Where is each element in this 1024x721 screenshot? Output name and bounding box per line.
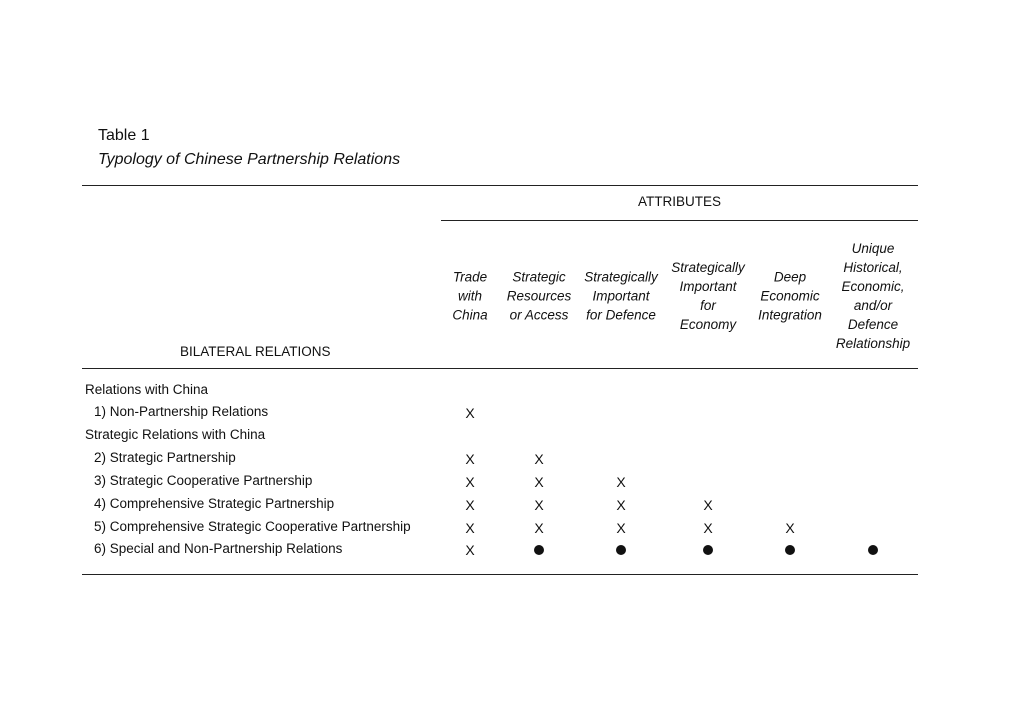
column-header: Deep Economic Integration (758, 269, 822, 323)
row-label: 5) Comprehensive Strategic Cooperative Partnership (94, 519, 411, 534)
bullet-icon (616, 545, 626, 555)
table-cell-mark: X (785, 520, 795, 536)
table-cell-mark: X (703, 497, 713, 513)
row-label: 4) Comprehensive Strategic Partnership (94, 496, 335, 511)
table-cell-mark: X (534, 520, 544, 536)
column-header: Strategically Important for Economy (671, 260, 745, 332)
column-header: Strategic Resources or Access (506, 269, 572, 323)
attributes-header: ATTRIBUTES (637, 194, 721, 209)
table-cell-mark: X (465, 451, 475, 467)
column-header: Trade with China (452, 269, 488, 323)
bullet-icon (785, 545, 795, 555)
group-label: Relations with China (85, 382, 209, 397)
row-label: 6) Special and Non-Partnership Relations (94, 541, 343, 556)
table-cell-mark: X (616, 520, 626, 536)
bullet-icon (534, 545, 544, 555)
table-cell-mark: X (465, 542, 475, 558)
table-title: Typology of Chinese Partnership Relations (98, 151, 401, 168)
row-label: 2) Strategic Partnership (94, 450, 236, 465)
table-cell-mark: X (616, 474, 626, 490)
table-cell-mark: X (465, 405, 475, 421)
bullet-icon (868, 545, 878, 555)
top-rule (82, 185, 918, 186)
column-header: Strategically Important for Defence (584, 269, 658, 323)
table-cell-mark: X (465, 474, 475, 490)
row-label: 3) Strategic Cooperative Partnership (94, 473, 313, 488)
table-cell-mark: X (534, 451, 544, 467)
table-number: Table 1 (98, 127, 150, 144)
group-label: Strategic Relations with China (85, 427, 266, 442)
table-cell-mark: X (465, 520, 475, 536)
bilateral-relations-header: BILATERAL RELATIONS (180, 344, 331, 359)
table-cell-mark: X (616, 497, 626, 513)
header-rule (82, 368, 918, 369)
column-header: Unique Historical, Economic, and/or Defence Relationship (835, 241, 911, 351)
table-cell-mark: X (465, 497, 475, 513)
attributes-rule (441, 220, 918, 221)
bullet-icon (703, 545, 713, 555)
row-label: 1) Non-Partnership Relations (94, 404, 269, 419)
bottom-rule (82, 574, 918, 575)
table-cell-mark: X (534, 497, 544, 513)
table-cell-mark: X (703, 520, 713, 536)
table-cell-mark: X (534, 474, 544, 490)
